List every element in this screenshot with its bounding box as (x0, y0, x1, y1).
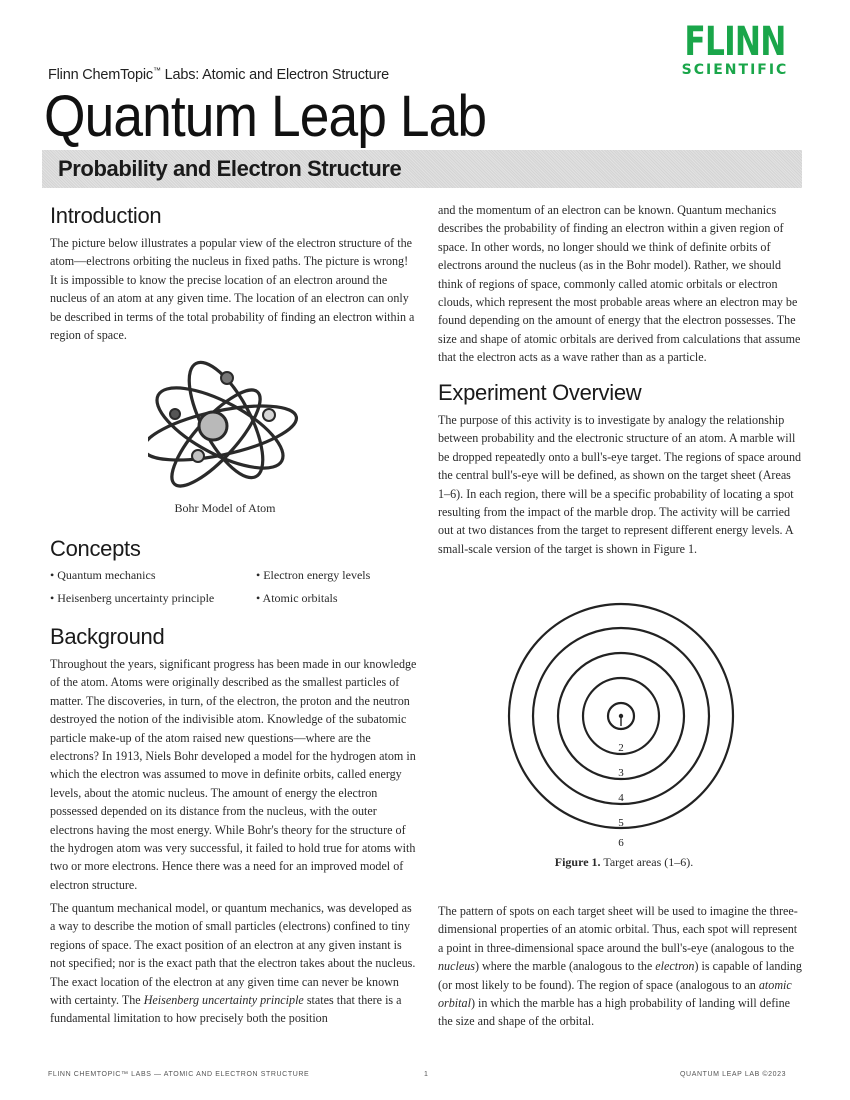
target-figure (506, 602, 742, 854)
concept-item: • Quantum mechanics (50, 568, 156, 582)
subtitle-bar (42, 150, 802, 188)
page-title: Quantum Leap Lab (44, 84, 487, 149)
bohr-figure-caption: Bohr Model of Atom (174, 501, 276, 515)
background-paragraph-2-continued: and the momentum of an electron can be known. Quantum mechanics describes the probability of finding an electron within a given region of space. In other words, no longer should we think of definite orbits of electrons around the nucleus (as in the Bohr model). Rather, we should think of regions of space, commonly called atomic orbitals or electron clouds, which represent the most probable areas where an electron may be found depending on the amount of energy that the electron possesses. The size and shape of atomic orbitals are derived from calculations that assume that the electron acts as a wave rather than as a particle. (438, 203, 801, 365)
electron (263, 409, 275, 421)
background-heading: Background (50, 624, 165, 649)
figure-1-caption: Figure 1. Target areas (1–6). (554, 855, 694, 869)
target-area-label-3: 3 (618, 767, 624, 779)
concept-item: • Atomic orbitals (256, 591, 338, 605)
footer-page-number: 1 (424, 1071, 429, 1078)
heisenberg-term: Heisenberg uncertainty principle (143, 993, 304, 1008)
footer-right: QUANTUM LEAP LAB ©2023 (680, 1071, 787, 1078)
series-suffix: Labs: Atomic and Electron Structure (160, 66, 389, 83)
introduction-text: The picture below illustrates a popular view of the electron structure of the atom—electrons orbiting the nucleus in fixed paths. The picture is wrong! It is impossible to know the precise location of an electron around the nucleus of an atom at any given time. The location of an electron can only be described in terms of the total probability of finding an electron within a region of space. (50, 236, 415, 343)
footer-left: FLINN CHEMTOPIC™ LABS — ATOMIC AND ELECTRON STRUCTURE (48, 1071, 310, 1078)
background-paragraph-1: Throughout the years, significant progress has been made in our knowledge of the atom. Atoms were originally described as the smallest particles of matter. The discoveries, in turn, of the electron, the proton and the neutron destroyed the notion of the indivisible atom. Knowledge of the subatomic particle make-up of the atom raised new questions—where are the electrons? In 1913, Niels Bohr developed a model for the hydrogen atom in which the electron was assumed to move in definite orbits, called energy levels, about the atomic nucleus. The amount of energy the electron possessed depended on its distance from the nucleus, with the outer electrons having the most energy. While Bohr's theory for the structure of the hydrogen atom was very successful, it failed to hold true for atoms with two or more electrons. Hence there was a need for an improved model of electron structure. (50, 657, 417, 892)
series-prefix: Flinn ChemTopic (48, 66, 153, 83)
introduction-heading: Introduction (50, 203, 162, 228)
concept-item: • Electron energy levels (256, 568, 371, 582)
experiment-overview-heading: Experiment Overview (438, 380, 642, 405)
electron (221, 372, 233, 384)
concepts-list (50, 568, 420, 608)
target-area-label-5: 5 (618, 817, 624, 829)
experiment-paragraph-2: The pattern of spots on each target sheet will be used to imagine the three-dimensional properties of an atomic orbital. Thus, each spot will represent a point in three-dimensional space around the bull's-eye (analogous to the nucleus) where the marble (analogous to the electron) is capable of landing (or most likely to be found). The region of space (analogous to an atomic orbital) in which the marble has a high probability of landing will define the size and shape of the orbital. (438, 904, 802, 1029)
series-line (48, 66, 389, 83)
bohr-atom-illustration (148, 358, 308, 490)
page-subtitle: Probability and Electron Structure (58, 156, 402, 181)
logo-flinn-text: FLINN (684, 19, 786, 65)
flinn-scientific-logo (668, 19, 802, 78)
target-area-label-4: 4 (618, 792, 624, 804)
trademark: ™ (153, 66, 161, 75)
electron (170, 409, 180, 419)
bulls-eye-center (619, 714, 623, 718)
concepts-heading: Concepts (50, 536, 141, 561)
target-area-label-6: 6 (618, 837, 624, 849)
nucleus (199, 412, 227, 440)
logo-scientific-text: SCIENTIFIC (681, 62, 789, 78)
experiment-overview-text: The purpose of this activity is to investigate by analogy the relationship between probability and the electronic structure of an atom. A marble will be dropped repeatedly onto a bull's-eye target. The regions of space around the central bull's-eye will be defined, as shown on the target sheet (Areas 1–6). In each region, there will be a specific probability of locating a spot resulting from the impact of the marble drop. The activity will be carried out at two distances from the target to represent different energy levels. A small-scale version of the target is shown in Figure 1. (438, 413, 802, 556)
target-area-label-2: 2 (618, 742, 624, 754)
electron (192, 450, 204, 462)
concept-item: • Heisenberg uncertainty principle (50, 591, 215, 605)
background-paragraph-2: The quantum mechanical model, or quantum mechanics, was developed as a way to describe the motion of small particles (electrons) confined to tiny regions of space. The exact position of an electron at any given instant is not specified; nor is the exact path that the electron takes about the nucleus. The exact location of the electron at any given time can never be known with certainty. The Heisenberg uncertainty principle states that there is a fundamental limitation to how precisely both the position (50, 901, 416, 1026)
